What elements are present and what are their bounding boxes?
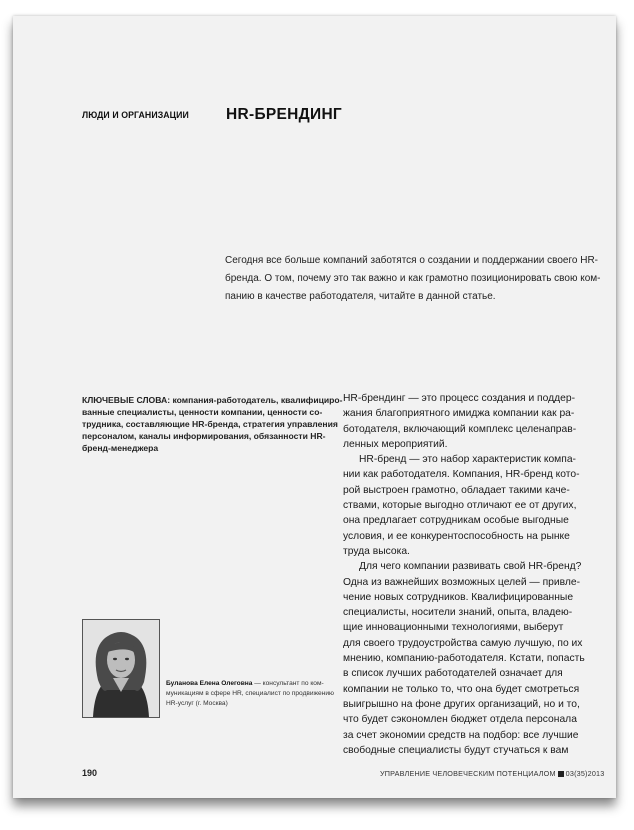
author-role: — консультант по ком- bbox=[252, 680, 324, 687]
page-number: 190 bbox=[82, 768, 98, 778]
body-line: Одна из важнейших возможных целей — привле- bbox=[343, 576, 581, 588]
keywords-block bbox=[82, 394, 343, 454]
journal-issue: 03(35)2013 bbox=[565, 769, 605, 778]
body-line: рой выстроен грамотно, обладает такими каче- bbox=[343, 484, 570, 496]
author-line: муникациям в сфере HR, специалист по продвижению bbox=[166, 690, 334, 697]
magazine-page bbox=[13, 16, 616, 798]
body-line: для своего трудоустройства самую лучшую, по их bbox=[343, 637, 583, 649]
journal-name: УПРАВЛЕНИЕ ЧЕЛОВЕЧЕСКИМ ПОТЕНЦИАЛОМ bbox=[380, 769, 556, 778]
author-line: HR-услуг (г. Москва) bbox=[166, 700, 228, 707]
keywords-line: ванные специалисты, ценности компании, ценности со- bbox=[82, 407, 323, 417]
body-line: она предлагает сотрудникам особые выгодные bbox=[343, 515, 569, 527]
keywords-line: трудника, составляющие HR-бренда, стратегия управления bbox=[82, 419, 338, 429]
body-line: выигрышно на фоне других организаций, но и то, bbox=[343, 698, 580, 710]
body-line: что будет сэкономлен бюджет отдела персонала bbox=[343, 714, 577, 726]
body-line: компании не только то, что она будет смотреться bbox=[343, 683, 580, 695]
article-body bbox=[343, 391, 605, 758]
body-line: ленных мероприятий. bbox=[343, 438, 448, 450]
body-line: HR-бренд — это набор характеристик компа- bbox=[359, 454, 576, 466]
keywords-line: КЛЮЧЕВЫЕ СЛОВА: компания-работодатель, квалифициро- bbox=[82, 395, 343, 405]
lead-paragraph bbox=[225, 252, 603, 306]
body-line: за счет экономии средств на подбор: все лучшие bbox=[343, 729, 579, 741]
keywords-line: персоналом, каналы информирования, обязанности HR- bbox=[82, 431, 326, 441]
square-bullet-icon bbox=[558, 771, 564, 777]
author-line bbox=[166, 679, 346, 689]
keywords-line: бренд-менеджера bbox=[82, 443, 159, 453]
lead-line: панию в качестве работодателя, читайте в данной статье. bbox=[225, 291, 496, 302]
body-line: свободные специалисты будут стучаться к вам bbox=[343, 744, 569, 756]
portrait-image bbox=[83, 620, 159, 717]
lead-line: Сегодня все больше компаний заботятся о создании и поддержании своего HR- bbox=[225, 255, 599, 266]
body-line: ботодателя, включающий комплекс целенаправ- bbox=[343, 423, 577, 435]
body-line: чение новых сотрудников. Квалифицированные bbox=[343, 591, 574, 603]
article-title: HR-БРЕНДИНГ bbox=[226, 106, 343, 123]
body-line: условия, и ее конкурентоспособность на рынке bbox=[343, 530, 570, 542]
author-name: Буланова Елена Олеговна bbox=[166, 680, 253, 687]
body-line: мнению, компанию-работодателя. Кстати, попасть bbox=[343, 653, 585, 665]
author-info bbox=[166, 679, 346, 709]
body-line: HR-брендинг — это процесс создания и поддер- bbox=[343, 393, 576, 404]
body-line: нии как работодателя. Компания, HR-бренд кото- bbox=[343, 469, 580, 481]
journal-footer bbox=[380, 769, 604, 778]
body-line: труда высока. bbox=[343, 545, 410, 557]
body-line: ствами, которые выгодно отличают ее от других, bbox=[343, 500, 577, 512]
body-line: в список лучших работодателей означает для bbox=[343, 668, 563, 680]
body-line: жания благоприятного имиджа компании как ра- bbox=[343, 408, 575, 420]
lead-line: бренда. О том, почему это так важно и как грамотно позиционировать свою ком- bbox=[225, 273, 601, 284]
body-line: Для чего компании развивать свой HR-бренд? bbox=[359, 561, 582, 573]
author-photo bbox=[82, 619, 160, 718]
section-label: ЛЮДИ И ОРГАНИЗАЦИИ bbox=[82, 110, 189, 121]
body-line: щие инновационными технологиями, выберут bbox=[343, 622, 564, 634]
body-line: специалисты, носители знаний, опыта, владею- bbox=[343, 607, 573, 619]
